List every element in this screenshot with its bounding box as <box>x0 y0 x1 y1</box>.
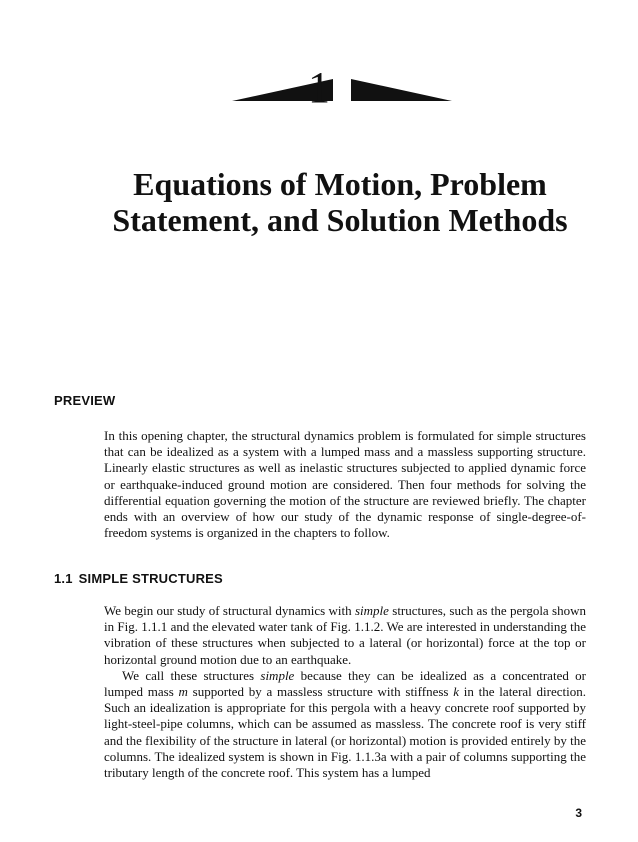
section-paragraph-2: We call these structures simple because they can be idealized as a concentrated or lumped mass m supported by a massless structure with stiffness k in the lateral direction. Such an idealization is appropriate for this pergola with a heavy concrete roof supported by light-steel-pipe columns, which can be assumed as massless. The concrete roof is very stiff and the flexibility of the structure in lateral (or horizontal) motion is provided entirely by the columns. The idealized system is shown in Fig. 1.1.3a with a pair of columns supporting the tributary length of the concrete roof. This system has a lumped <box>104 667 587 781</box>
chapter-number: 1 <box>308 63 330 112</box>
mass-symbol: m <box>178 684 188 700</box>
chapter-ornament <box>0 0 638 120</box>
emphasis-simple-2: simple <box>260 667 295 683</box>
emphasis-simple: simple <box>354 603 389 618</box>
preview-body <box>104 428 586 541</box>
section-body <box>104 603 586 781</box>
section-number: 1.1 <box>54 571 73 586</box>
chapter-title-line-2: Statement, and Solution Methods <box>112 202 568 238</box>
chapter-title <box>80 166 600 238</box>
page-number: 3 <box>575 806 582 820</box>
chapter-title-line-1: Equations of Motion, Problem <box>133 166 547 202</box>
section-paragraph-1: We begin our study of structural dynamics with simple structures, such as the pergola shown in Fig. 1.1.1 and the elevated water tank of Fig. 1.1.2. We are interested in understanding the vibration of these structures when subjected to a lateral (or horizontal) force at the top or horizontal ground motion due to an earthquake. <box>104 603 586 667</box>
preview-paragraph: In this opening chapter, the structural dynamics problem is formulated for simple structures that can be idealized as a system with a lumped mass and a massless supporting structure. Linearly elastic structures as well as inelastic structures subjected to applied dynamic force or earthquake-induced ground motion are considered. Then four methods for solving the differential equation governing the motion of the structure are reviewed briefly. The chapter ends with an overview of how our study of the dynamic response of single-degree-of-freedom systems is organized in the chapters to follow. <box>104 428 586 541</box>
stiffness-symbol: k <box>453 684 460 700</box>
section-title: SIMPLE STRUCTURES <box>78 571 223 586</box>
preview-heading: PREVIEW <box>54 393 116 408</box>
section-heading-simple-structures <box>54 571 223 586</box>
